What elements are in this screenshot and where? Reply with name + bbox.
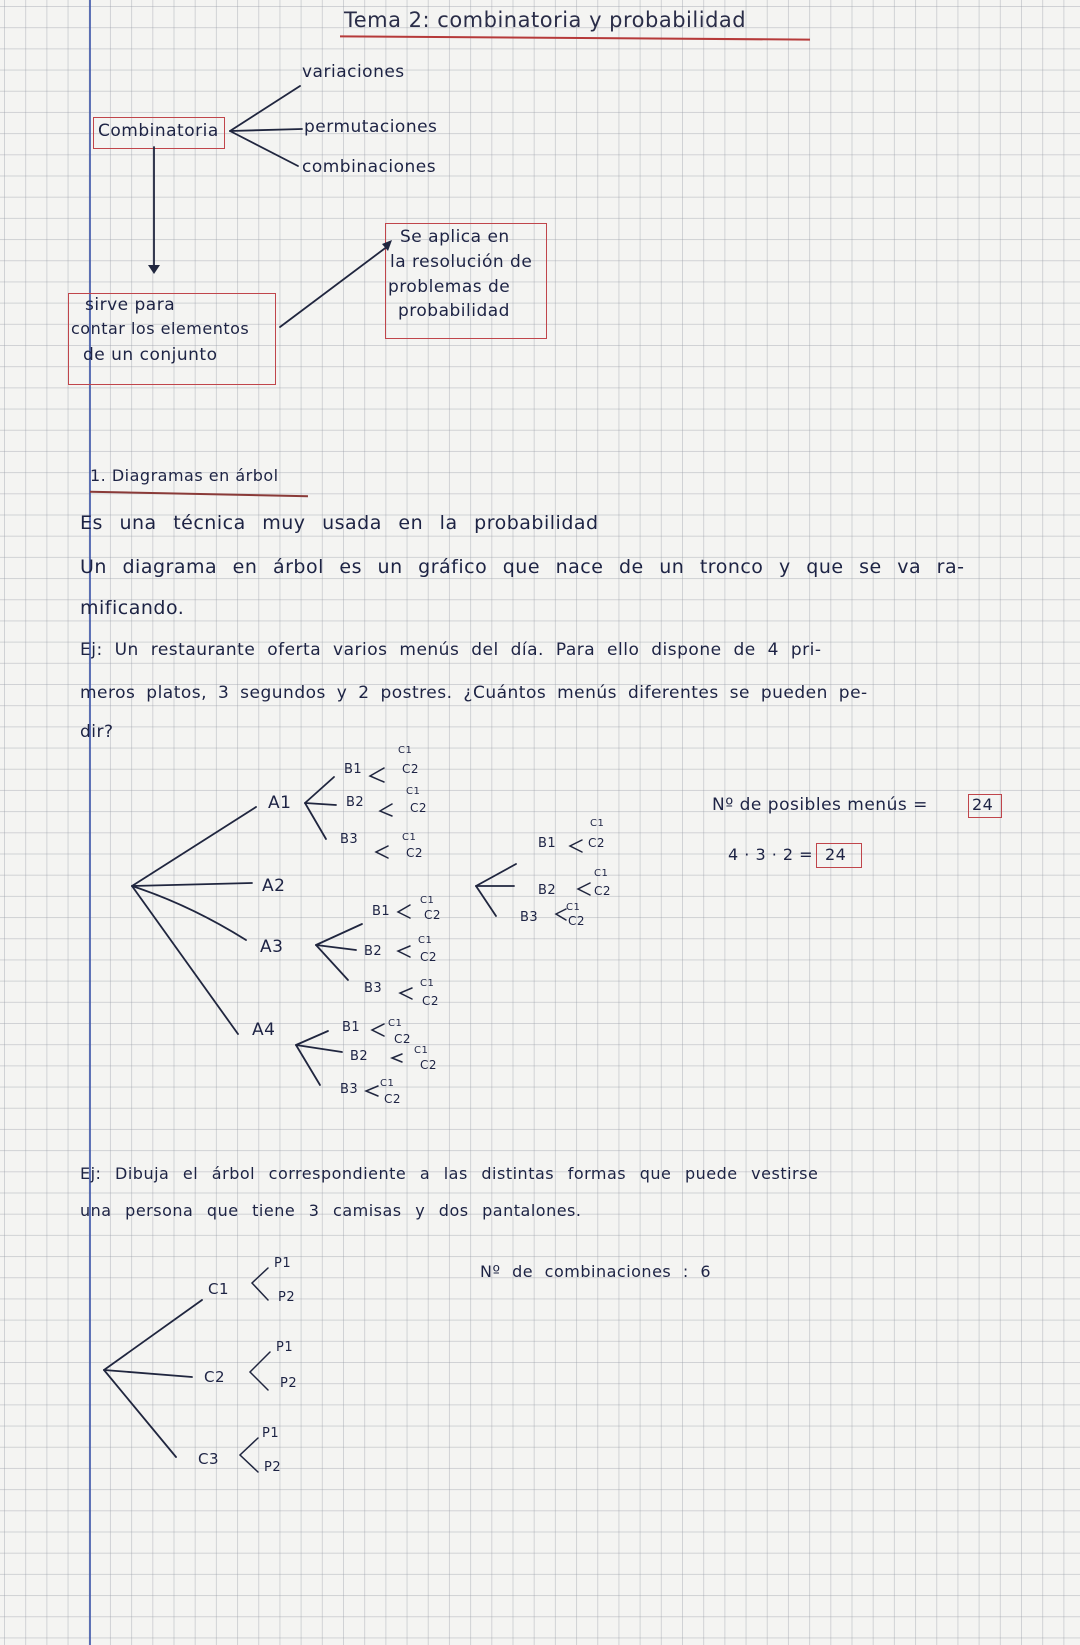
tree2-c3-p2: P2 xyxy=(264,1460,282,1475)
leaf-c2: C2 xyxy=(402,762,420,776)
tree1-a1-b1: B1 xyxy=(344,762,363,777)
branch-combinaciones: combinaciones xyxy=(302,157,437,177)
leaf-c2: C2 xyxy=(410,801,428,815)
leaf-c2: C2 xyxy=(406,846,424,860)
leaf-c2: C2 xyxy=(568,914,586,928)
arrow-down-head xyxy=(148,265,160,274)
leaf-c2: C2 xyxy=(594,884,612,898)
purpose-line-2: contar los elementos xyxy=(71,319,250,338)
tree2-c2-p2: P2 xyxy=(280,1376,298,1391)
tree1-a2-b2: B2 xyxy=(538,883,557,898)
example1-line-1: Ej: Un restaurante oferta varios menús del día. Para ello dispone de 4 pri- xyxy=(80,640,822,660)
branch-variaciones: variaciones xyxy=(302,62,405,82)
tree1-node-a3: A3 xyxy=(260,937,284,957)
combinatoria-box xyxy=(93,117,225,149)
paragraph-1: Es una técnica muy usada en la probabilidad xyxy=(80,512,599,534)
example2-line-1: Ej: Dibuja el árbol correspondiente a las distintas formas que puede vestirse xyxy=(80,1164,819,1183)
paragraph-3: mificando. xyxy=(80,597,185,619)
leaf-c2: C2 xyxy=(420,1058,438,1072)
tree1-a2-b3: B3 xyxy=(520,910,539,925)
leaf-c2: C2 xyxy=(394,1032,412,1046)
tree1-node-a2: A2 xyxy=(262,876,286,896)
tree1-a1-b3: B3 xyxy=(340,832,359,847)
tree1-node-a4: A4 xyxy=(252,1020,276,1040)
tree2-c3-p1: P1 xyxy=(262,1426,280,1441)
purpose-box xyxy=(68,293,276,385)
example2-line-2: una persona que tiene 3 camisas y dos pantalones. xyxy=(80,1201,582,1220)
leaf-c2: C2 xyxy=(420,950,438,964)
tree2-c1-p2: P2 xyxy=(278,1290,296,1305)
example1-line-3: dir? xyxy=(80,722,114,742)
leaf-c1: C1 xyxy=(406,786,421,797)
leaf-c2: C2 xyxy=(384,1092,402,1106)
menus-result-value: 24 xyxy=(972,795,994,814)
branch-permutaciones: permutaciones xyxy=(304,117,438,137)
combinatoria-label: Combinatoria xyxy=(98,121,219,141)
leaf-c1: C1 xyxy=(420,895,435,906)
purpose-line-3: de un conjunto xyxy=(83,345,218,365)
tree2-node-c1: C1 xyxy=(208,1280,230,1298)
calculation: 4 · 3 · 2 = xyxy=(728,845,814,864)
tree1-a4-b3: B3 xyxy=(340,1082,359,1097)
tree1-node-a1: A1 xyxy=(268,793,292,813)
combinations-result: Nº de combinaciones : 6 xyxy=(480,1262,711,1281)
branch-line-combinaciones xyxy=(230,131,298,166)
tree2-node-c2: C2 xyxy=(204,1368,226,1386)
tree2-node-c3: C3 xyxy=(198,1450,220,1468)
page-title: Tema 2: combinatoria y probabilidad xyxy=(344,8,747,32)
leaf-c1: C1 xyxy=(402,832,417,843)
leaf-c1: C1 xyxy=(566,902,581,913)
application-line-3: problemas de xyxy=(388,277,511,297)
leaf-c2: C2 xyxy=(424,908,442,922)
leaf-c1: C1 xyxy=(380,1078,395,1089)
leaf-c2: C2 xyxy=(422,994,440,1008)
leaf-c2: C2 xyxy=(588,836,606,850)
tree2-c2-p1: P1 xyxy=(276,1340,294,1355)
application-line-1: Se aplica en xyxy=(400,227,510,247)
leaf-c1: C1 xyxy=(398,745,413,756)
tree1-a4-b1: B1 xyxy=(342,1020,361,1035)
tree1-a3-b3: B3 xyxy=(364,981,383,996)
branch-line-permutaciones xyxy=(230,129,302,131)
arrow-diagonal-line xyxy=(280,246,388,327)
menus-result-box xyxy=(968,794,1002,818)
tree1-a3-b1: B1 xyxy=(372,904,391,919)
title-underline xyxy=(340,35,810,40)
tree1-a2-b1: B1 xyxy=(538,836,557,851)
application-line-2: la resolución de xyxy=(390,252,533,272)
tree1-a3-b2: B2 xyxy=(364,944,383,959)
calculation-result-box xyxy=(816,843,862,868)
tree1-a1-b2: B2 xyxy=(346,795,365,810)
tree2-c1-p1: P1 xyxy=(274,1256,292,1271)
application-box xyxy=(385,223,547,339)
tree1-a4-b2: B2 xyxy=(350,1049,369,1064)
leaf-c1: C1 xyxy=(420,978,435,989)
leaf-c1: C1 xyxy=(414,1045,429,1056)
leaf-c1: C1 xyxy=(594,868,609,879)
section-heading-underline xyxy=(90,491,308,498)
branch-line-variaciones xyxy=(230,86,300,131)
application-line-4: probabilidad xyxy=(398,301,510,321)
calculation-result-value: 24 xyxy=(825,845,847,864)
menus-result-label: Nº de posibles menús = xyxy=(712,795,928,815)
paragraph-2: Un diagrama en árbol es un gráfico que nace de un tronco y que se va ra- xyxy=(80,556,965,578)
notebook-margin-line xyxy=(89,0,91,1645)
leaf-c1: C1 xyxy=(418,935,433,946)
purpose-line-1: sirve para xyxy=(85,295,176,315)
example1-line-2: meros platos, 3 segundos y 2 postres. ¿Cuántos menús diferentes se pueden pe- xyxy=(80,683,868,703)
leaf-c1: C1 xyxy=(388,1018,403,1029)
section-heading: 1. Diagramas en árbol xyxy=(90,466,279,485)
leaf-c1: C1 xyxy=(590,818,605,829)
